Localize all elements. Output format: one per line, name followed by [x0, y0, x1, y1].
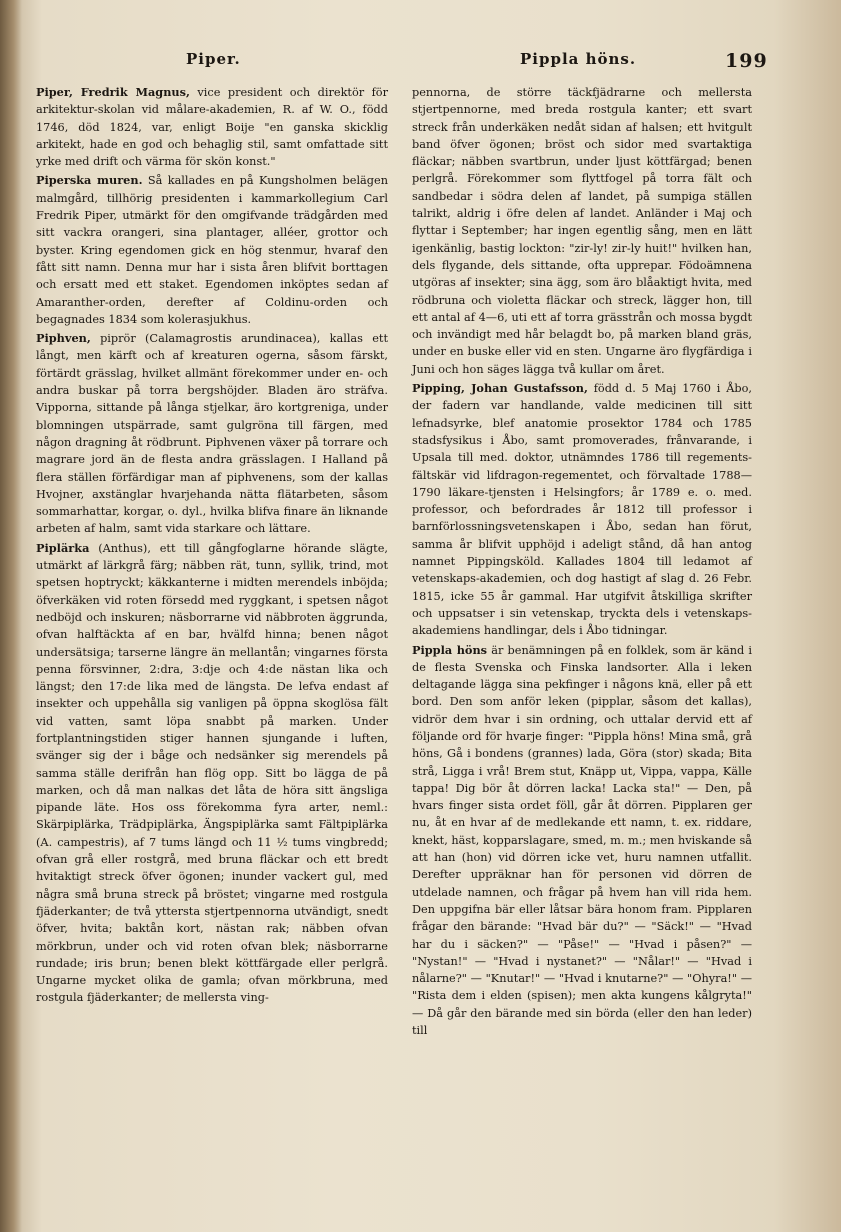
entry-text: pennorna, de större täckfjädrarne och mellersta stjertpennorne, med breda rostgula kanter; ett svart streck från underkäken nedåt sidan af halsen; ett hvitgult band öfver ögonen; bröst och sidor med svartaktiga fläckar; näbben svartbrun, under ljust köttfärgad; benen perlgrå. Förekommer som flyttfogel på torra fält och sandbedar i södra delen af landet, på sumpiga ställen talrikt, aldrig i öfre delen af landet. Anländer i Maj och flyttar i September; har ingen egentlig sång, men en lätt igenkänlig, bastig lockton: "zir-ly! zir-ly huit!" hvilken han, dels flygande, dels sittande, ofta upprepar. Födoämnena utgöras af insekter; sina ägg, som äro blåaktigt hvita, med rödbruna och violetta fläckar och streck, lägger hon, till ett antal af 4—6, uti ett af torra grässtrån och mossa bygdt och invändigt med hår belagdt bo, på marken bland gräs, under en buske eller vid en sten. Ungarne äro flygfärdiga i Juni och hon säges lägga två kullar om året. [412, 86, 752, 376]
entry-text: är benämningen på en folklek, som är känd i de flesta Svenska och Finska landsorter. Alla i leken deltagande lägga sina pekfinger i någons knä, eller på ett bord. Den som anför leken (pipplar, såsom det kallas), vidrör dem hvar i sin ordning, och uttalar dervid ett af följande ord för hvarje finger: "Pippla höns! Mina små, grå höns, Gå i bondens (grannes) lada, Göra (stor) skada; Bita strå, Ligga i vrå! Brem stut, Knäpp ut, Vippa, vappa, Källe tappa! Dig bör åt dörren lacka! Lacka sta!" — Den, på hvars finger sista ordet föll, går åt dörren. Pipplaren ger nu, åt en hvar af de medlekande ett namn, t. ex. riddare, knekt, häst, kopparslagare, smed, m. m.; men hviskande så att han (hon) vid dörren icke vet, huru namnen utfallit. Derefter uppräknar han för personen vid dörren de utdelade namnen, och frågar på hvem han vill rida hem. Den uppgifna bär eller låtsar bära honom fram. Pipplaren frågar den bärande: "Hvad bär du?" — "Säck!" — "Hvad har du i säcken?" — "Påse!" — "Hvad i påsen?" — "Nystan!" — "Hvad i nystanet?" — "Nålar!" — "Hvad i nålarne?" — "Knutar!" — "Hvad i knutarne?" — "Ohyra!" — "Rista dem i elden (spisen); men akta kungens kålgryta!" — Då går den bärande med sin börda (eller den han leder) till [412, 643, 753, 1038]
entry-continuation [412, 84, 752, 378]
right-column [412, 84, 752, 1041]
entry [412, 380, 752, 639]
book-spine-shadow [0, 0, 22, 1232]
entry [36, 84, 388, 170]
entry [412, 642, 752, 1040]
entry-headword: Pipping, Johan Gustafsson, [412, 381, 588, 396]
entry-text: Så kallades en på Kungsholmen belägen malmgård, tillhörig presidenten i kammarkollegium Carl Fredrik Piper, utmärkt för den omgifvande trädgården med sitt vackra orangeri, sina plantager, alléer, grottor och byster. Kring egendomen gick en hög stenmur, hvaraf den fått sitt namn. Denna mur har i sista åren blifvit borttagen och ersatt med ett staket. Egendomen inköptes sedan af Amaranther-orden, derefter af Coldinu-orden och begagnades 1834 som kolerasjukhus. [36, 174, 388, 326]
entry-headword: Piphven, [36, 331, 91, 346]
entry-headword: Piplärka [36, 540, 90, 555]
entry-text: piprör (Calamagrostis arundinacea), kallas ett långt, men kärft och af kreaturen ogerna, såsom färskt, förtärdt grässlag, hvilket allmänt förekommer under en- och andra buskar på torra bergshöjder. Bladen äro sträfva. Vipporna, sittande på långa stjelkar, äro kortgreniga, under blomningen utspärrade, samt gulgröna till färgen, med någon dragning åt rödbrunt. Piphvenen växer på torrare och magrare jord än de flesta andra grässlagen. I Halland på flera ställen förfärdigar man af piphvenens, som der kallas Hvojner, axstänglar hvarjehanda nätta flätarbeten, såsom sommarhattar, korgar, o. dyl., hvilka blifva finare än liknande arbeten af halm, samt vida starkare och lättare. [36, 332, 388, 536]
running-header-right: Pippla höns. [520, 50, 637, 68]
entry-text: vice president och direktör för arkitektur-skolan vid målare-akademien, R. af W. O., född 1746, död 1824, var, enligt Boije "en ganska skicklig arkitekt, hade en god och behaglig stil, samt omfattade sitt yrke med drift och värma för skön konst." [36, 86, 388, 169]
entry-headword: Piper, Fredrik Magnus, [36, 85, 190, 99]
page-number: 199 [725, 50, 768, 72]
entry [36, 172, 388, 328]
entry-headword: Piperska muren. [36, 173, 143, 188]
entry-text: född d. 5 Maj 1760 i Åbo, der fadern var handlande, valde medicinen till sitt lefnadsyrke, blef anatomie prosektor 1784 och 1785 stadsfysikus i Åbo, samt promoverades, frånvarande, i Upsala till med. doktor, utnämndes 1786 till regements-fältskär vid lifdragon-regementet, och förvaltade 1788—1790 läkare-tjensten i Helsingfors; år 1789 e. o. med. professor, och befordrades år 1812 till professor i barnförlossningsvetenskapen i Åbo, sedan han förut, samma år blifvit upphöjd i adeligt stånd, då han antog namnet Pippingsköld. Kallades 1804 till ledamot af vetenskaps-akademien, och dog hastigt af slag d. 26 Febr. 1815, icke 55 år gammal. Har utgifvit åtskilliga skrifter och uppsatser i sin vetenskap, tryckta dels i vetenskaps-akademiens handlingar, dels i Åbo tidningar. [412, 382, 753, 638]
entry-headword: Pippla höns [412, 642, 488, 657]
entry [36, 330, 388, 538]
entry [36, 540, 388, 1007]
entry-text: (Anthus), ett till gångfoglarne hörande slägte, utmärkt af lärkgrå färg; näbben rät, tunn, syllik, trind, mot spetsen hoptryckt; käkkanterne i midten merendels inböjda; öfverkäken vid roten försedd med ryggkant, i spetsen något nedböjd och inskuren; näsborrarne vid näbbroten äggrunda, ofvan halftäckta af en bar, hvälfd hinna; benen något undersätsiga; tarserne längre än mellantån; vingarnes första penna försvinner, 2:dra, 3:dje och 4:de nästan lika och längst; den 17:de lika med de längsta. De lefva endast af insekter och uppehålla sig vanligen på öppna skoglösa fält vid vatten, samt löpa snabbt på marken. Under fortplantningstiden stiger hannen sjungande i luften, svänger sig der i båge och nedsänker sig merendels på samma ställe derifrån han flög opp. Sitt bo lägga de på marken, och då man nalkas det låta de höra sitt ängsliga pipande läte. Hos oss förekomma fyra arter, neml.: Skärpiplärka, Trädpiplärka, Ängspiplärka samt Fältpiplärka (A. campestris), af 7 tums längd och 11 ½ tums vingbredd; ofvan grå eller rostgrå, med bruna fläckar och ett bredt hvitaktigt streck öfver ögonen; inunder vackert gul, med några små bruna streck på bröstet; vingarne med rostgula fjäderkanter; de två yttersta stjertpennorna utvändigt, snedt öfver, hvita; baktån kort, nästan rak; näbben ofvan mörkbrun, under och vid roten ofvan blek; näsborrarne rundade; iris brun; benen blekt köttfärgade eller perlgrå. Ungarne mycket olika de gamla; ofvan mörkbruna, med rostgula fjäderkanter; de mellersta ving- [36, 541, 389, 1005]
left-column [36, 84, 388, 1009]
running-header-left: Piper. [186, 50, 241, 68]
